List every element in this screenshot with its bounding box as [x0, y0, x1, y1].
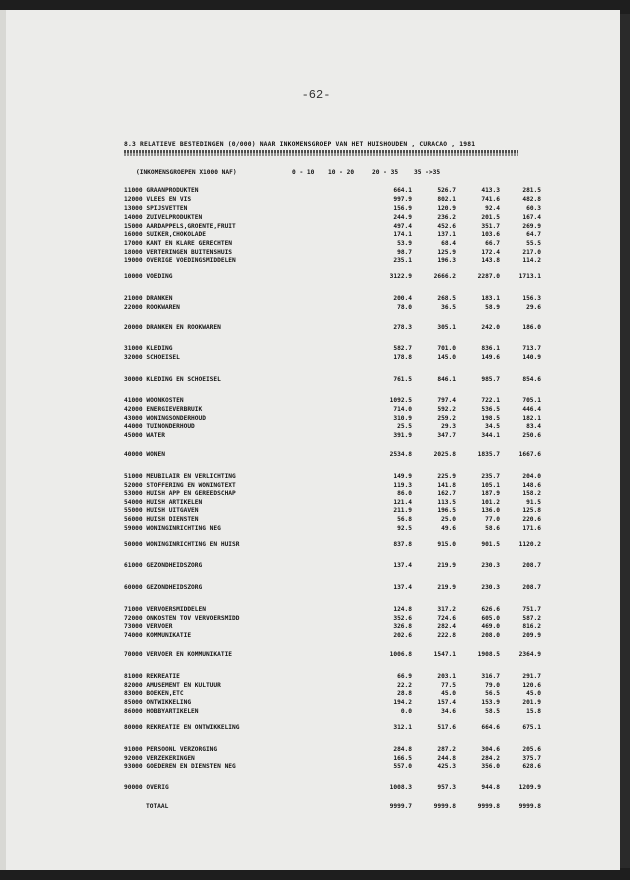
row-label: 82000 AMUSEMENT EN KULTUUR — [124, 682, 221, 689]
row-value-1: 425.3 — [437, 763, 456, 770]
row-label: 53000 HUISH APP EN GEREEDSCHAP — [124, 490, 236, 497]
row-value-3: 171.6 — [522, 525, 541, 532]
total-value-1: 9999.8 — [433, 803, 456, 810]
row-value-2: 149.6 — [481, 354, 500, 361]
row-label: 16000 SUIKER,CHOKOLADE — [124, 231, 206, 238]
row-value-2: 103.6 — [481, 231, 500, 238]
row-value-2: 413.3 — [481, 187, 500, 194]
total-value-3: 9999.8 — [518, 803, 541, 810]
row-label: 73000 VERVOER — [124, 623, 173, 630]
row-value-0: 86.0 — [397, 490, 412, 497]
row-value-2: 208.0 — [481, 632, 500, 639]
row-value-1: 113.5 — [437, 499, 456, 506]
row-value-3: 1713.1 — [518, 273, 541, 280]
row-value-0: 310.9 — [393, 415, 412, 422]
row-value-3: 751.7 — [522, 606, 541, 613]
row-label: 18000 VERTERINGEN BUITENSHUIS — [124, 249, 233, 256]
row-value-1: 68.4 — [441, 240, 456, 247]
row-value-2: 944.8 — [481, 784, 500, 791]
row-label: 92000 VERZEKERINGEN — [124, 755, 195, 762]
row-value-0: 1092.5 — [389, 397, 412, 404]
row-label: 83000 BOEKEN,ETC — [124, 690, 184, 697]
row-value-3: 854.6 — [522, 376, 541, 383]
row-value-3: 220.6 — [522, 516, 541, 523]
row-value-1: 225.9 — [437, 473, 456, 480]
row-value-1: 282.4 — [437, 623, 456, 630]
row-label: 41000 WOONKOSTEN — [124, 397, 184, 404]
row-value-0: 119.3 — [393, 482, 412, 489]
row-value-2: 172.4 — [481, 249, 500, 256]
row-value-2: 58.6 — [485, 525, 500, 532]
row-value-1: 517.6 — [437, 724, 456, 731]
row-value-0: 997.9 — [393, 196, 412, 203]
row-value-1: 244.8 — [437, 755, 456, 762]
row-label: 56000 HUISH DIENSTEN — [124, 516, 199, 523]
row-value-2: 356.0 — [481, 763, 500, 770]
row-label: 17000 KANT EN KLARE GERECHTEN — [124, 240, 233, 247]
row-value-1: 2666.2 — [433, 273, 456, 280]
row-value-3: 587.2 — [522, 615, 541, 622]
row-value-0: 200.4 — [393, 295, 412, 302]
row-value-1: 701.0 — [437, 345, 456, 352]
row-value-3: 29.6 — [526, 304, 541, 311]
row-label: 51000 MEUBILAIR EN VERLICHTING — [124, 473, 236, 480]
scanned-page — [0, 10, 620, 870]
row-value-2: 58.9 — [485, 304, 500, 311]
row-value-0: 28.8 — [397, 690, 412, 697]
table-title: 8.3 RELATIEVE BESTEDINGEN (0/000) NAAR INKOMENSGROEP VAN HET HUISHOUDEN , CURACAO , 1981 — [124, 141, 476, 148]
total-value-0: 9999.7 — [389, 803, 412, 810]
row-value-2: 153.9 — [481, 699, 500, 706]
row-value-0: 0.0 — [400, 708, 412, 715]
header-col-1: 10 - 20 — [328, 169, 355, 176]
row-label: 93000 GOEDEREN EN DIENSTEN NEG — [124, 763, 236, 770]
row-value-1: 120.9 — [437, 205, 456, 212]
row-value-1: 797.4 — [437, 397, 456, 404]
row-value-2: 230.3 — [481, 584, 500, 591]
row-value-1: 157.4 — [437, 699, 456, 706]
row-value-1: 526.7 — [437, 187, 456, 194]
row-label: 40000 WONEN — [124, 451, 165, 458]
row-value-0: 244.9 — [393, 214, 412, 221]
row-label: 44000 TUINONDERHOUD — [124, 423, 195, 430]
row-value-0: 202.6 — [393, 632, 412, 639]
row-value-2: 605.0 — [481, 615, 500, 622]
row-value-2: 101.2 — [481, 499, 500, 506]
row-value-0: 166.5 — [393, 755, 412, 762]
row-label: 43000 WONINGSONDERHOUD — [124, 415, 206, 422]
row-label: 90000 OVERIG — [124, 784, 169, 791]
row-value-3: 705.1 — [522, 397, 541, 404]
row-value-0: 352.6 — [393, 615, 412, 622]
row-label: 10000 VOEDING — [124, 273, 173, 280]
row-value-0: 92.5 — [397, 525, 412, 532]
row-value-0: 121.4 — [393, 499, 412, 506]
row-value-0: 312.1 — [393, 724, 412, 731]
row-value-3: 1667.6 — [518, 451, 541, 458]
row-value-0: 837.8 — [393, 541, 412, 548]
row-value-1: 145.0 — [437, 354, 456, 361]
row-value-0: 156.9 — [393, 205, 412, 212]
row-value-1: 49.6 — [441, 525, 456, 532]
row-label: 52000 STOFFERING EN WONINGTEXT — [124, 482, 236, 489]
row-value-1: 957.3 — [437, 784, 456, 791]
row-value-0: 284.8 — [393, 746, 412, 753]
row-value-1: 196.5 — [437, 507, 456, 514]
row-value-0: 137.4 — [393, 584, 412, 591]
row-value-3: 291.7 — [522, 673, 541, 680]
row-value-3: 125.8 — [522, 507, 541, 514]
row-label: 85000 ONTWIKKELING — [124, 699, 192, 706]
row-value-1: 219.9 — [437, 562, 456, 569]
row-value-1: 802.1 — [437, 196, 456, 203]
row-value-0: 3122.9 — [389, 273, 412, 280]
row-value-2: 344.1 — [481, 432, 500, 439]
row-value-2: 664.6 — [481, 724, 500, 731]
row-value-3: 1120.2 — [518, 541, 541, 548]
row-value-1: 25.0 — [441, 516, 456, 523]
row-label: 81000 REKREATIE — [124, 673, 180, 680]
row-value-1: 915.0 — [437, 541, 456, 548]
row-label: 54000 HUISH ARTIKELEN — [124, 499, 203, 506]
row-label: 91000 PERSOONL VERZORGING — [124, 746, 218, 753]
row-value-3: 208.7 — [522, 584, 541, 591]
row-label: 50000 WONINGINRICHTING EN HUISR — [124, 541, 240, 548]
row-value-2: 304.6 — [481, 746, 500, 753]
row-value-3: 158.2 — [522, 490, 541, 497]
header-col-3: 35 ->35 — [414, 169, 441, 176]
row-value-0: 761.5 — [393, 376, 412, 383]
row-value-1: 287.2 — [437, 746, 456, 753]
row-value-3: 60.3 — [526, 205, 541, 212]
row-value-2: 201.5 — [481, 214, 500, 221]
row-value-2: 536.5 — [481, 406, 500, 413]
row-value-2: 136.0 — [481, 507, 500, 514]
row-value-2: 77.0 — [485, 516, 500, 523]
row-value-2: 242.0 — [481, 324, 500, 331]
row-label: 55000 HUISH UITGAVEN — [124, 507, 199, 514]
row-value-0: 174.1 — [393, 231, 412, 238]
row-value-0: 124.8 — [393, 606, 412, 613]
row-value-1: 268.5 — [437, 295, 456, 302]
row-value-2: 722.1 — [481, 397, 500, 404]
row-value-3: 281.5 — [522, 187, 541, 194]
row-value-2: 56.5 — [485, 690, 500, 697]
row-label: 30000 KLEDING EN SCHOEISEL — [124, 376, 221, 383]
row-value-1: 29.3 — [441, 423, 456, 430]
row-value-3: 816.2 — [522, 623, 541, 630]
row-value-3: 204.0 — [522, 473, 541, 480]
row-value-2: 741.6 — [481, 196, 500, 203]
row-label: 74000 KOMMUNIKATIE — [124, 632, 192, 639]
row-value-3: 120.6 — [522, 682, 541, 689]
row-label: 59000 WONINGINRICHTING NEG — [124, 525, 221, 532]
row-value-1: 592.2 — [437, 406, 456, 413]
row-value-1: 162.7 — [437, 490, 456, 497]
row-value-3: 148.6 — [522, 482, 541, 489]
row-value-1: 259.2 — [437, 415, 456, 422]
row-value-2: 58.5 — [485, 708, 500, 715]
row-value-1: 34.6 — [441, 708, 456, 715]
scan-edge — [620, 14, 630, 868]
row-label: 12000 VLEES EN VIS — [124, 196, 192, 203]
row-value-3: 1209.9 — [518, 784, 541, 791]
header-label: (INKOMENSGROEPEN X1000 NAF) — [136, 169, 237, 176]
row-label: 42000 ENERGIEVERBRUIK — [124, 406, 203, 413]
row-value-3: 55.5 — [526, 240, 541, 247]
row-value-3: 250.6 — [522, 432, 541, 439]
row-value-2: 901.5 — [481, 541, 500, 548]
row-value-0: 22.2 — [397, 682, 412, 689]
row-label: 20000 DRANKEN EN ROOKWAREN — [124, 324, 221, 331]
row-value-0: 557.0 — [393, 763, 412, 770]
row-value-1: 196.3 — [437, 257, 456, 264]
row-value-2: 1835.7 — [477, 451, 500, 458]
row-value-1: 347.7 — [437, 432, 456, 439]
row-value-2: 235.7 — [481, 473, 500, 480]
row-value-2: 143.8 — [481, 257, 500, 264]
row-value-0: 664.1 — [393, 187, 412, 194]
page-number: -62- — [301, 88, 331, 102]
total-label: TOTAAL — [146, 803, 169, 810]
row-value-1: 236.2 — [437, 214, 456, 221]
row-value-2: 985.7 — [481, 376, 500, 383]
row-label: 61000 GEZONDHEIDSZORG — [124, 562, 203, 569]
row-label: 45000 WATER — [124, 432, 165, 439]
row-value-2: 351.7 — [481, 223, 500, 230]
row-label: 11000 GRAANPRODUKTEN — [124, 187, 199, 194]
row-label: 31000 KLEDING — [124, 345, 173, 352]
row-label: 32000 SCHOEISEL — [124, 354, 180, 361]
row-value-1: 222.8 — [437, 632, 456, 639]
row-value-3: 45.0 — [526, 690, 541, 697]
row-value-3: 83.4 — [526, 423, 541, 430]
row-value-0: 178.8 — [393, 354, 412, 361]
row-value-0: 497.4 — [393, 223, 412, 230]
row-value-2: 284.2 — [481, 755, 500, 762]
row-value-0: 53.9 — [397, 240, 412, 247]
row-value-3: 15.8 — [526, 708, 541, 715]
row-value-0: 235.1 — [393, 257, 412, 264]
row-label: 71000 VERVOERSMIDDELEN — [124, 606, 206, 613]
row-value-3: 91.5 — [526, 499, 541, 506]
row-value-0: 194.2 — [393, 699, 412, 706]
row-value-1: 45.0 — [441, 690, 456, 697]
row-value-1: 141.8 — [437, 482, 456, 489]
row-value-3: 201.9 — [522, 699, 541, 706]
row-value-0: 78.0 — [397, 304, 412, 311]
row-value-0: 1006.8 — [389, 651, 412, 658]
row-value-0: 714.0 — [393, 406, 412, 413]
title-rule-shadow — [124, 153, 518, 156]
row-label: 80000 REKREATIE EN ONTWIKKELING — [124, 724, 240, 731]
row-value-3: 140.9 — [522, 354, 541, 361]
row-value-1: 219.9 — [437, 584, 456, 591]
row-value-3: 269.9 — [522, 223, 541, 230]
row-value-3: 217.0 — [522, 249, 541, 256]
row-value-2: 2287.0 — [477, 273, 500, 280]
row-value-2: 316.7 — [481, 673, 500, 680]
row-value-1: 2025.8 — [433, 451, 456, 458]
row-label: 60000 GEZONDHEIDSZORG — [124, 584, 203, 591]
row-value-0: 137.4 — [393, 562, 412, 569]
header-col-2: 20 - 35 — [372, 169, 399, 176]
row-label: 22000 ROOKWAREN — [124, 304, 180, 311]
row-value-1: 77.5 — [441, 682, 456, 689]
row-value-0: 149.9 — [393, 473, 412, 480]
row-value-1: 724.6 — [437, 615, 456, 622]
row-label: 14000 ZUIVELPRODUKTEN — [124, 214, 203, 221]
row-value-3: 628.6 — [522, 763, 541, 770]
row-value-0: 582.7 — [393, 345, 412, 352]
row-value-2: 198.5 — [481, 415, 500, 422]
total-value-2: 9999.8 — [477, 803, 500, 810]
row-value-3: 209.9 — [522, 632, 541, 639]
row-value-3: 64.7 — [526, 231, 541, 238]
row-value-2: 469.0 — [481, 623, 500, 630]
row-value-1: 36.5 — [441, 304, 456, 311]
row-value-2: 187.9 — [481, 490, 500, 497]
row-value-2: 34.5 — [485, 423, 500, 430]
row-label: 15000 AARDAPPELS,GROENTE,FRUIT — [124, 223, 236, 230]
row-value-0: 211.9 — [393, 507, 412, 514]
row-value-0: 278.3 — [393, 324, 412, 331]
row-value-3: 2364.9 — [518, 651, 541, 658]
row-value-3: 375.7 — [522, 755, 541, 762]
row-value-0: 2534.8 — [389, 451, 412, 458]
row-label: 86000 HOBBYARTIKELEN — [124, 708, 199, 715]
row-value-1: 125.9 — [437, 249, 456, 256]
row-value-2: 66.7 — [485, 240, 500, 247]
row-value-3: 205.6 — [522, 746, 541, 753]
row-value-1: 846.1 — [437, 376, 456, 383]
row-value-0: 391.9 — [393, 432, 412, 439]
row-value-3: 675.1 — [522, 724, 541, 731]
row-value-0: 56.8 — [397, 516, 412, 523]
row-value-0: 326.8 — [393, 623, 412, 630]
row-value-1: 203.1 — [437, 673, 456, 680]
header-col-0: 0 - 10 — [292, 169, 315, 176]
row-value-3: 186.0 — [522, 324, 541, 331]
row-value-2: 230.3 — [481, 562, 500, 569]
row-value-1: 452.6 — [437, 223, 456, 230]
row-value-3: 208.7 — [522, 562, 541, 569]
row-value-2: 183.1 — [481, 295, 500, 302]
row-value-0: 66.9 — [397, 673, 412, 680]
row-value-2: 79.0 — [485, 682, 500, 689]
row-value-2: 105.1 — [481, 482, 500, 489]
row-value-1: 137.1 — [437, 231, 456, 238]
row-value-2: 1908.5 — [477, 651, 500, 658]
row-value-2: 626.6 — [481, 606, 500, 613]
row-label: 72000 ONKOSTEN TOV VERVOERSMIDD — [124, 615, 240, 622]
row-value-1: 305.1 — [437, 324, 456, 331]
row-value-0: 25.5 — [397, 423, 412, 430]
row-value-1: 1547.1 — [433, 651, 456, 658]
row-value-0: 1008.3 — [389, 784, 412, 791]
row-value-3: 156.3 — [522, 295, 541, 302]
row-label: 70000 VERVOER EN KOMMUNIKATIE — [124, 651, 233, 658]
row-value-3: 446.4 — [522, 406, 541, 413]
row-label: 21000 DRANKEN — [124, 295, 173, 302]
row-value-0: 98.7 — [397, 249, 412, 256]
row-value-3: 482.8 — [522, 196, 541, 203]
row-value-1: 317.2 — [437, 606, 456, 613]
row-value-2: 92.4 — [485, 205, 500, 212]
row-value-3: 167.4 — [522, 214, 541, 221]
row-label: 13000 SPIJSVETTEN — [124, 205, 188, 212]
row-value-3: 114.2 — [522, 257, 541, 264]
row-value-3: 182.1 — [522, 415, 541, 422]
row-label: 19000 OVERIGE VOEDINGSMIDDELEN — [124, 257, 236, 264]
row-value-3: 713.7 — [522, 345, 541, 352]
row-value-2: 836.1 — [481, 345, 500, 352]
